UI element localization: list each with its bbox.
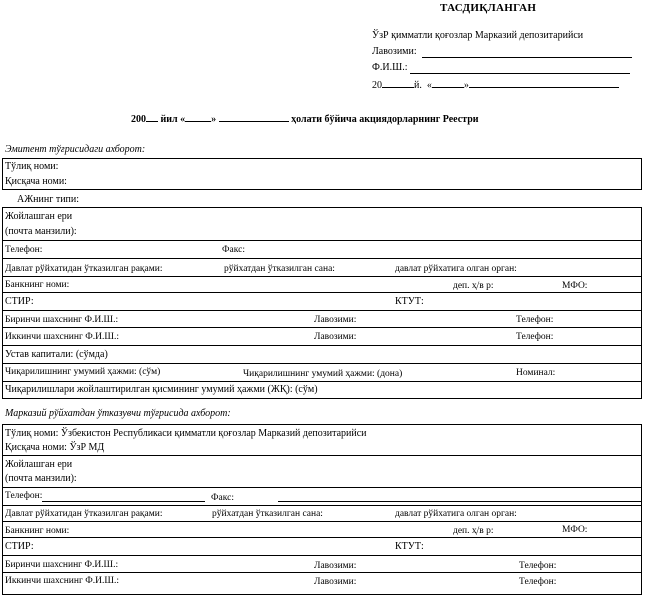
divider bbox=[2, 292, 642, 293]
approval-name-label: Ф.И.Ш.: bbox=[372, 62, 408, 73]
issuer-full-name-label: Тўлиқ номи: bbox=[5, 161, 59, 172]
approval-date-quote-close: » bbox=[463, 80, 469, 91]
divider bbox=[2, 381, 642, 382]
registrar-second-head-position-label: Лавозими: bbox=[314, 577, 357, 587]
approval-date-month-blank[interactable] bbox=[469, 78, 619, 88]
approval-date-year-suffix: й. bbox=[414, 80, 422, 91]
registrar-full-name: Тўлиқ номи: Ўзбекистон Республикаси қимматли қоғозлар Марказий депозитарийси bbox=[5, 428, 367, 439]
divider bbox=[2, 537, 642, 538]
approval-name-blank[interactable] bbox=[410, 73, 630, 74]
issuer-reg-date-label: рўйхатдан ўтказилган сана: bbox=[224, 264, 335, 274]
registrar-location-label: Жойлашган ери bbox=[5, 459, 73, 470]
approval-org: ЎзР қимматли қоғозлар Марказий депозитарийси bbox=[372, 30, 584, 41]
issuer-first-head-label: Биринчи шахснинг Ф.И.Ш.: bbox=[5, 315, 119, 325]
registrar-first-head-phone-label: Телефон: bbox=[519, 561, 557, 571]
issuer-tin-label: СТИР: bbox=[5, 296, 34, 307]
registrar-bank-label: Банкнинг номи: bbox=[5, 526, 70, 536]
divider bbox=[2, 276, 642, 277]
registrar-phone-label: Телефон: bbox=[5, 491, 43, 501]
divider bbox=[2, 521, 642, 522]
issuer-nominal-label: Номинал: bbox=[516, 368, 556, 378]
registry-quote-close: » bbox=[211, 114, 217, 125]
registrar-second-head-phone-label: Телефон: bbox=[519, 577, 557, 587]
divider bbox=[2, 572, 642, 573]
divider bbox=[2, 310, 642, 311]
registrar-postal-label: (почта манзили): bbox=[5, 473, 77, 484]
registry-title-rest: ҳолати бўйича акциядорларнинг Реестри bbox=[291, 114, 479, 125]
issuer-total-sum-label: Чиқарилишнинг умумий ҳажми: (сўм) bbox=[5, 367, 161, 377]
registrar-fax-label: Факс: bbox=[211, 493, 234, 503]
registry-month-blank[interactable] bbox=[219, 112, 289, 122]
issuer-placed-volume-label: Чиқарилишлари жойлаштирилган қисмининг умумий ҳажми (ЖҚ): (сўм) bbox=[5, 384, 318, 395]
issuer-phone-label: Телефон: bbox=[5, 245, 43, 255]
divider bbox=[2, 455, 642, 456]
issuer-location-label: Жойлашган ери bbox=[5, 211, 73, 222]
approval-date-day-blank[interactable] bbox=[432, 78, 464, 88]
registry-quote-open: « bbox=[180, 114, 186, 125]
divider bbox=[2, 505, 642, 506]
issuer-section-title: Эмитент тўғрисидаги ахборот: bbox=[5, 144, 146, 155]
registrar-first-head-position-label: Лавозими: bbox=[314, 561, 357, 571]
issuer-second-head-label: Иккинчи шахснинг Ф.И.Ш.: bbox=[5, 332, 119, 342]
registry-year-prefix: 200 bbox=[131, 114, 146, 125]
issuer-second-head-position-label: Лавозими: bbox=[314, 332, 357, 342]
registrar-fax-blank[interactable] bbox=[278, 501, 642, 502]
issuer-short-name-label: Қисқача номи: bbox=[5, 176, 67, 187]
issuer-account-label: деп. ҳ/в р: bbox=[453, 281, 494, 291]
divider bbox=[2, 555, 642, 556]
registry-year-word: йил bbox=[160, 114, 178, 125]
issuer-bank-label: Банкнинг номи: bbox=[5, 280, 70, 290]
issuer-state-reg-label: Давлат рўйхатидан ўтказилган рақами: bbox=[5, 264, 163, 274]
approval-date-prefix: 20 bbox=[372, 80, 382, 91]
registrar-reg-body-label: давлат рўйхатига олган орган: bbox=[395, 509, 517, 519]
registrar-state-reg-label: Давлат рўйхатидан ўтказилган рақами: bbox=[5, 509, 163, 519]
registrar-phone-blank[interactable] bbox=[42, 501, 205, 502]
issuer-reg-body-label: давлат рўйхатига олган орган: bbox=[395, 264, 517, 274]
divider bbox=[2, 363, 642, 364]
issuer-ktut-label: КТУТ: bbox=[395, 296, 424, 307]
divider bbox=[2, 345, 642, 346]
registrar-short-name: Қисқача номи: ЎзР МД bbox=[5, 442, 105, 453]
approval-position-label: Лавозими: bbox=[372, 46, 417, 57]
registrar-reg-date-label: рўйхатдан ўтказилган сана: bbox=[212, 509, 323, 519]
issuer-second-head-phone-label: Телефон: bbox=[516, 332, 554, 342]
registrar-second-head-label: Иккинчи шахснинг Ф.И.Ш.: bbox=[5, 576, 119, 586]
divider bbox=[2, 258, 642, 259]
issuer-total-qty-label: Чиқарилишнинг умумий ҳажми: (дона) bbox=[243, 369, 403, 379]
issuer-first-head-position-label: Лавозими: bbox=[314, 315, 357, 325]
approval-date-line bbox=[372, 78, 619, 92]
issuer-mfo-label: МФО: bbox=[562, 281, 588, 291]
registrar-section-title: Марказий рўйхатдан ўтказувчи тўғрисида ахборот: bbox=[5, 408, 231, 419]
registrar-account-label: деп. ҳ/в р: bbox=[453, 526, 494, 536]
registrar-mfo-label: МФО: bbox=[562, 525, 588, 535]
issuer-name-box bbox=[2, 158, 642, 190]
approval-position-blank[interactable] bbox=[422, 57, 632, 58]
approval-date-quote-open: « bbox=[426, 80, 432, 91]
approval-title: ТАСДИҚЛАНГАН bbox=[440, 2, 537, 14]
registry-title bbox=[131, 112, 479, 126]
issuer-first-head-phone-label: Телефон: bbox=[516, 315, 554, 325]
issuer-fax-label: Факс: bbox=[222, 245, 245, 255]
issuer-type-label: АЖнинг типи: bbox=[17, 194, 80, 205]
registrar-ktut-label: КТУТ: bbox=[395, 541, 424, 552]
registry-day-blank[interactable] bbox=[185, 112, 211, 122]
divider bbox=[2, 240, 642, 241]
divider bbox=[2, 487, 642, 488]
issuer-capital-label: Устав капитали: (сўмда) bbox=[5, 349, 108, 360]
registrar-first-head-label: Биринчи шахснинг Ф.И.Ш.: bbox=[5, 560, 119, 570]
registrar-tin-label: СТИР: bbox=[5, 541, 34, 552]
issuer-postal-label: (почта манзили): bbox=[5, 226, 77, 237]
registry-year-blank[interactable] bbox=[146, 112, 158, 122]
divider bbox=[2, 327, 642, 328]
approval-date-year-blank[interactable] bbox=[382, 78, 414, 88]
